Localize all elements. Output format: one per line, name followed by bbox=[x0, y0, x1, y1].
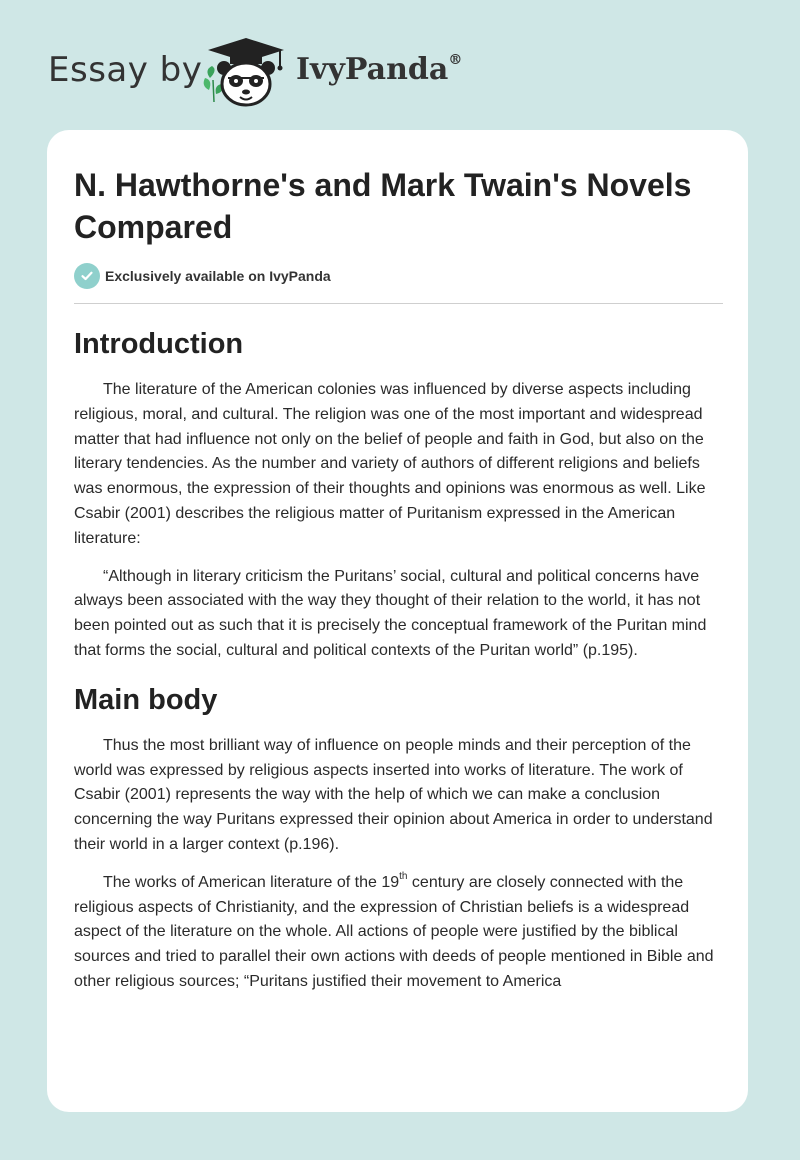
exclusive-badge bbox=[74, 263, 331, 289]
checkmark-icon bbox=[74, 263, 100, 289]
essay-card bbox=[47, 130, 748, 1112]
quote-paragraph: “Although in literary criticism the Puritans’ social, cultural and political concerns have always been associated with the way they thought of their relation to the world, it has not been pointed out as such that it is precisely the conceptual framework of the Puritan mind that forms the social, cultural and political contexts of the Puritan world” (p.195). bbox=[74, 567, 707, 659]
page-title: N. Hawthorne's and Mark Twain's Novels Compared bbox=[74, 167, 692, 245]
essay-body bbox=[74, 322, 724, 1008]
paragraph: Thus the most brilliant way of influence on people minds and their perception of the world was expressed by religious aspects inserted into works of literature. The work of Csabir (2001) represents the way with the help of which we can make a conclusion concerning the way Puritans expressed their opinion about America in order to understand their world in a larger context (p.196). bbox=[74, 736, 713, 853]
brand-logo-text[interactable]: IvyPanda® bbox=[296, 52, 463, 87]
divider bbox=[74, 303, 723, 304]
paragraph: The literature of the American colonies was influenced by diverse aspects including religious, moral, and cultural. The religion was one of the most important and widespread matter that had influence not only on the belief of people and faith in God, but also on the literary tendencies. As the number and variety of authors of different religions and beliefs was enormous, the expression of their thoughts and opinions was enormous as well. Like Csabir (2001) describes the religious matter of Puritanism expressed in the American literature: bbox=[74, 381, 706, 547]
panda-graduate-icon[interactable] bbox=[200, 34, 292, 110]
section-heading-main-body: Main body bbox=[74, 683, 218, 716]
essay-by-label: Essay by bbox=[48, 50, 203, 90]
site-header bbox=[0, 0, 800, 130]
section-heading-introduction: Introduction bbox=[74, 328, 244, 360]
exclusive-label: Exclusively available on IvyPanda bbox=[105, 268, 331, 284]
paragraph: The works of American literature of the 19th century are closely connected with the religious aspects of Christianity, and the expression of Christian beliefs is a widespread aspect of the literature on the whole. All actions of people were justified by the biblical sources and tried to parallel their own actions with deeds of people mentioned in Bible and other religious sources; “Puritans justified their movement to America bbox=[74, 871, 714, 990]
